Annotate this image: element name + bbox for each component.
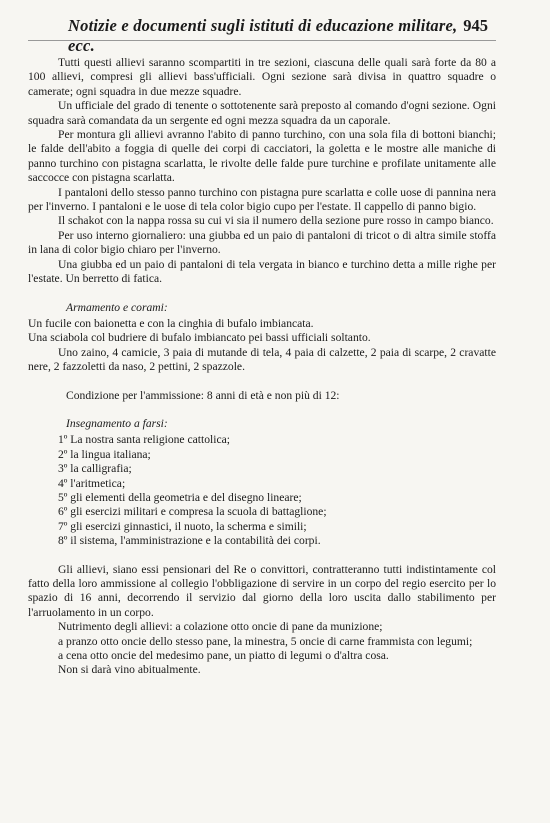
page-body: [28, 56, 496, 678]
list-item: 5º gli elementi della geometria e del disegno lineare;: [58, 490, 302, 504]
paragraph-uso-interno: Per uso interno giornaliero: una giubba ed un paio di pantaloni di tricot o di altra simile stoffa in lana di color bigio chiaro per l'inverno.: [28, 228, 496, 257]
paragraph-cena: a cena otto oncie del medesimo pane, un piatto di legumi o d'altra cosa.: [58, 649, 389, 663]
list-item: 6º gli esercizi militari e compresa la scuola di battaglione;: [58, 505, 327, 519]
list-item: 7º gli esercizi ginnastici, il nuoto, la scherma e simili;: [58, 519, 307, 533]
heading-armamento: Armamento e corami:: [66, 300, 168, 314]
paragraph-obbligazione: Gli allievi, siano essi pensionari del Re o convittori, contratteranno tutti indistintamente col fatto della loro ammissione al collegio l'obbligazione di servire in un corpo del regio esercito per lo spazio di 16 anni, decorrendo il servizio dal giorno della loro uscita dallo stabilimento per l'arruolamento in un corpo.: [28, 562, 496, 619]
paragraph-nutrimento: Nutrimento degli allievi: a colazione otto oncie di pane da munizione;: [58, 620, 383, 634]
condizione-ammissione: Condizione per l'ammissione: 8 anni di età e non più di 12:: [66, 388, 340, 402]
armamento-line: Uno zaino, 4 camicie, 3 paia di mutande di tela, 4 paia di calzette, 2 paia di scarpe, 2 cravatte nere, 2 fazzoletti da naso, 2 pettini, 2 spazzole.: [28, 345, 496, 374]
paragraph-pantaloni: I pantaloni dello stesso panno turchino con pistagna pure scarlatta e colle uose di pannina nera per l'inverno. I pantaloni e le uose di tela color bigio cupo per l'estate. Il cappello di panno bigio.: [28, 185, 496, 214]
header-title: Notizie e documenti sugli istituti di educazione militare, ecc.: [68, 16, 458, 55]
running-header: [68, 16, 488, 56]
page-number: 945: [463, 16, 488, 35]
paragraph-vino: Non si darà vino abitualmente.: [58, 663, 201, 677]
armamento-line: Una sciabola col budriere di bufalo imbiancato pei bassi ufficiali soltanto.: [28, 331, 371, 345]
list-item: 4º l'aritmetica;: [58, 476, 126, 490]
paragraph-sezioni: Tutti questi allievi saranno scompartiti in tre sezioni, ciascuna delle quali sarà forte da 80 a 100 allievi, compresi gli allievi bass'ufficiali. Ogni sezione sarà divisa in quattro squadre o camerate; ogni squadra in due mezze squadre.: [28, 56, 496, 98]
paragraph-giubba: Una giubba ed un paio di pantaloni di tela vergata in bianco e turchino detta a mille righe per l'estate. Un berretto di fatica.: [28, 257, 496, 286]
insegnamento-list: [28, 433, 496, 548]
header-rule: [28, 40, 496, 41]
armamento-line: Un fucile con baionetta e con la cinghia di bufalo imbiancata.: [28, 316, 314, 330]
list-item: 8º il sistema, l'amministrazione e la contabilità dei corpi.: [58, 534, 321, 548]
paragraph-montura: Per montura gli allievi avranno l'abito di panno turchino, con una sola fila di bottoni bianchi; le falde dell'abito a foggia di quelle dei corpi di cacciatori, la goletta e le mostre alle maniche di panno turchino con pistagna scarlatta, le rivolte delle falde pure turchine e profilate unitamente alle saccocce con pistagna scarlatta.: [28, 128, 496, 185]
heading-insegnamento: Insegnamento a farsi:: [66, 416, 168, 430]
paragraph-schakot: Il schakot con la nappa rossa su cui vi sia il numero della sezione pure rosso in campo bianco.: [58, 214, 494, 228]
paragraph-ufficiale: Un ufficiale del grado di tenente o sottotenente sarà preposto al comando d'ogni sezione. Ogni squadra sarà comandata da un sergente ed ogni mezza squadra da un caporale.: [28, 99, 496, 127]
list-item: 3º la calligrafia;: [58, 462, 132, 476]
list-item: 2º la lingua italiana;: [58, 447, 151, 461]
list-item: 1º La nostra santa religione cattolica;: [58, 433, 230, 447]
paragraph-pranzo: a pranzo otto oncie dello stesso pane, la minestra, 5 oncie di carne frammista con legumi;: [58, 634, 473, 648]
